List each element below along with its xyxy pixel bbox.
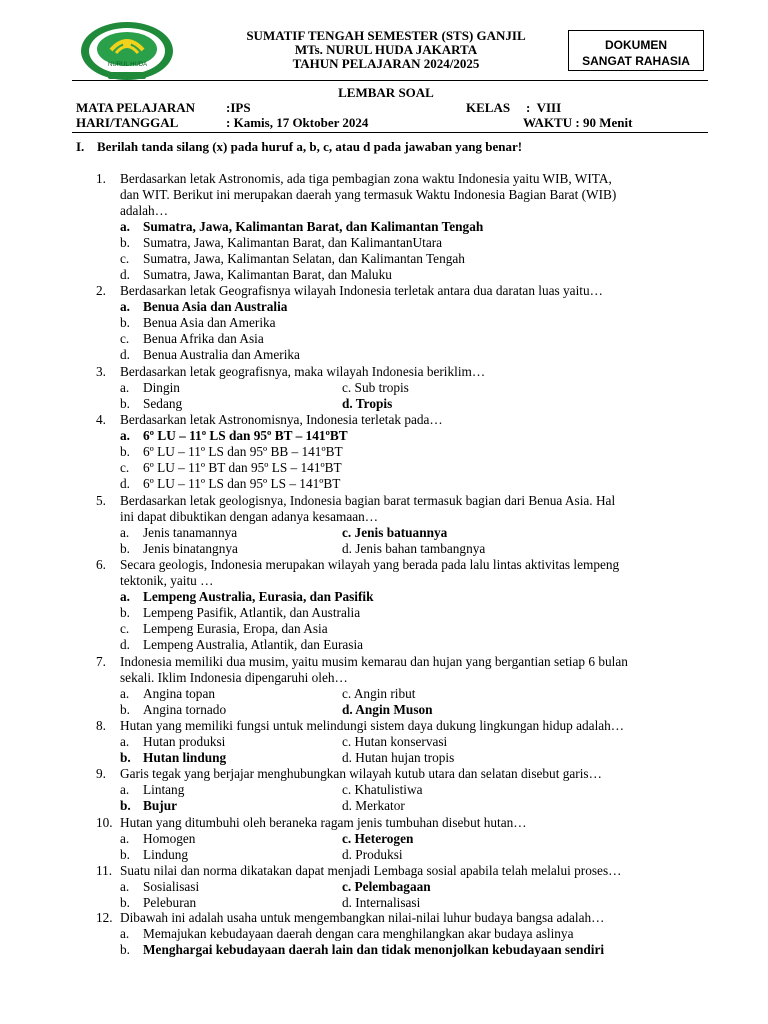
- option-label: b.: [120, 895, 130, 910]
- question-12: [0, 910, 768, 960]
- option-a: Sumatra, Jawa, Kalimantan Barat, dan Kalimantan Tengah: [143, 219, 484, 234]
- option-a: Sosialisasi: [143, 879, 200, 894]
- option-c: Sumatra, Jawa, Kalimantan Selatan, dan Kalimantan Tengah: [143, 251, 465, 266]
- subject-value: :IPS: [226, 100, 251, 115]
- question-text: Berdasarkan letak geologisnya, Indonesia bagian barat termasuk bagian dari Benua Asia. Hal: [120, 493, 616, 508]
- badge-line2: SANGAT RAHASIA: [582, 54, 690, 68]
- question-number: 5.: [96, 493, 106, 508]
- option-c: c. Sub tropis: [342, 380, 409, 395]
- question-number: 7.: [96, 654, 106, 669]
- option-label: a.: [120, 428, 130, 443]
- question-5: [0, 493, 768, 559]
- option-b: Benua Asia dan Amerika: [143, 315, 276, 330]
- question-number: 6.: [96, 557, 106, 572]
- question-text: Berdasarkan letak Astronomisnya, Indonesia terletak pada…: [120, 412, 443, 427]
- option-b: Angina tornado: [143, 702, 227, 717]
- question-text: adalah…: [120, 203, 168, 218]
- info-divider: [72, 132, 708, 133]
- class-value: : VIII: [526, 100, 562, 115]
- sheet-title: LEMBAR SOAL: [338, 85, 434, 100]
- option-label: b.: [120, 942, 130, 957]
- option-label: d.: [120, 476, 130, 491]
- question-number: 1.: [96, 171, 106, 186]
- question-text: Berdasarkan letak Geografisnya wilayah Indonesia terletak antara dua daratan luas yaitu…: [120, 283, 603, 298]
- option-d: Lempeng Australia, Atlantik, dan Eurasia: [143, 637, 364, 652]
- class-label: KELAS: [466, 100, 511, 115]
- date-label: HARI/TANGGAL: [76, 115, 179, 130]
- question-9: [0, 766, 768, 816]
- option-label: c.: [120, 460, 130, 475]
- logo-text: NURUL HUDA: [108, 62, 148, 68]
- option-label: c.: [120, 331, 130, 346]
- option-label: d.: [120, 267, 130, 282]
- option-a: Lintang: [143, 782, 185, 797]
- option-a: Angina topan: [143, 686, 216, 701]
- exam-title-line1: SUMATIF TENGAH SEMESTER (STS) GANJIL: [246, 28, 526, 43]
- time-value: WAKTU : 90 Menit: [523, 115, 633, 130]
- option-b: Hutan lindung: [143, 750, 227, 765]
- question-number: 4.: [96, 412, 106, 427]
- header-divider: [72, 80, 708, 81]
- question-text: Berdasarkan letak Astronomis, ada tiga pembagian zona waktu Indonesia yaitu WIB, WITA,: [120, 171, 612, 186]
- option-label: a.: [120, 380, 130, 395]
- option-label: b.: [120, 605, 130, 620]
- question-4: [0, 412, 768, 496]
- option-c: c. Angin ribut: [342, 686, 416, 701]
- option-c: c. Jenis batuannya: [342, 525, 448, 540]
- question-text: Suatu nilai dan norma dikatakan dapat menjadi Lembaga sosial apabila telah melalui proses…: [120, 863, 622, 878]
- option-label: c.: [120, 621, 130, 636]
- exam-title-line3: TAHUN PELAJARAN 2024/2025: [292, 56, 480, 71]
- question-number: 10.: [96, 815, 113, 830]
- option-label: a.: [120, 299, 130, 314]
- option-c: Benua Afrika dan Asia: [143, 331, 264, 346]
- question-text: ini dapat dibuktikan dengan adanya kesamaan…: [120, 509, 379, 524]
- option-d: d. Tropis: [342, 396, 393, 411]
- option-b: Menghargai kebudayaan daerah lain dan tidak menonjolkan kebudayaan sendiri: [143, 942, 605, 957]
- question-10: [0, 815, 768, 865]
- option-label: d.: [120, 637, 130, 652]
- option-label: b.: [120, 396, 130, 411]
- option-d: d. Hutan hujan tropis: [342, 750, 455, 765]
- option-label: b.: [120, 235, 130, 250]
- question-number: 2.: [96, 283, 106, 298]
- question-number: 9.: [96, 766, 106, 781]
- school-logo: [78, 20, 176, 82]
- question-1: [0, 171, 768, 291]
- option-c: c. Hutan konservasi: [342, 734, 448, 749]
- option-label: b.: [120, 541, 130, 556]
- option-a: Homogen: [143, 831, 196, 846]
- question-text: Hutan yang ditumbuhi oleh beraneka ragam jenis tumbuhan disebut hutan…: [120, 815, 527, 830]
- option-b: Bujur: [143, 798, 177, 813]
- option-b: Jenis binatangnya: [143, 541, 238, 556]
- question-text: Garis tegak yang berjajar menghubungkan wilayah kutub utara dan selatan disebut garis…: [120, 766, 602, 781]
- option-d: d. Merkator: [342, 798, 405, 813]
- option-label: a.: [120, 926, 130, 941]
- question-number: 8.: [96, 718, 106, 733]
- question-text: Berdasarkan letak geografisnya, maka wilayah Indonesia beriklim…: [120, 364, 486, 379]
- section-number: I.: [76, 139, 85, 154]
- option-label: a.: [120, 219, 130, 234]
- confidential-badge: [568, 30, 704, 71]
- question-7: [0, 654, 768, 720]
- option-a: Dingin: [143, 380, 180, 395]
- question-text: Indonesia memiliki dua musim, yaitu musim kemarau dan hujan yang bergantian setiap 6 bulan: [120, 654, 628, 669]
- option-d: 6º LU – 11º LS dan 95º LS – 141ºBT: [143, 476, 341, 491]
- subject-label: MATA PELAJARAN: [76, 100, 196, 115]
- question-6: [0, 557, 768, 657]
- option-label: a.: [120, 686, 130, 701]
- question-3: [0, 364, 768, 414]
- option-label: a.: [120, 589, 130, 604]
- option-label: b.: [120, 750, 131, 765]
- option-d: d. Internalisasi: [342, 895, 421, 910]
- question-text: Hutan yang memiliki fungsi untuk melindungi sistem daya dukung lingkungan hidup adalah…: [120, 718, 625, 733]
- question-text: sekali. Iklim Indonesia dipengaruhi oleh…: [120, 670, 348, 685]
- option-b: 6º LU – 11º LS dan 95º BB – 141ºBT: [143, 444, 343, 459]
- section-instruction: Berilah tanda silang (x) pada huruf a, b, c, atau d pada jawaban yang benar!: [97, 139, 523, 154]
- option-b: Lindung: [143, 847, 189, 862]
- question-number: 12.: [96, 910, 113, 925]
- question-number: 11.: [96, 863, 113, 878]
- question-11: [0, 863, 768, 913]
- option-a: Benua Asia dan Australia: [143, 299, 288, 314]
- question-number: 3.: [96, 364, 106, 379]
- option-label: a.: [120, 831, 130, 846]
- question-8: [0, 718, 768, 768]
- option-b: Peleburan: [143, 895, 197, 910]
- question-text: dan WIT. Berikut ini merupakan daerah yang termasuk Waktu Indonesia Bagian Barat (WIB): [120, 187, 617, 202]
- option-label: b.: [120, 702, 130, 717]
- option-a: Memajukan kebudayaan daerah dengan cara menghilangkan akar budaya aslinya: [143, 926, 574, 941]
- option-label: b.: [120, 444, 130, 459]
- option-label: c.: [120, 251, 130, 266]
- option-label: b.: [120, 847, 130, 862]
- option-c: c. Khatulistiwa: [342, 782, 423, 797]
- option-label: a.: [120, 782, 130, 797]
- option-label: b.: [120, 798, 131, 813]
- option-a: Lempeng Australia, Eurasia, dan Pasifik: [143, 589, 374, 604]
- option-a: Jenis tanamannya: [143, 525, 238, 540]
- option-label: b.: [120, 315, 130, 330]
- option-d: Sumatra, Jawa, Kalimantan Barat, dan Maluku: [143, 267, 392, 282]
- option-a: 6º LU – 11º LS dan 95º BT – 141ºBT: [143, 428, 348, 443]
- option-c: c. Pelembagaan: [342, 879, 431, 894]
- option-d: d. Jenis bahan tambangnya: [342, 541, 486, 556]
- option-label: a.: [120, 734, 130, 749]
- option-b: Lempeng Pasifik, Atlantik, dan Australia: [143, 605, 361, 620]
- option-d: d. Angin Muson: [342, 702, 433, 717]
- option-b: Sedang: [143, 396, 183, 411]
- option-c: 6º LU – 11º BT dan 95º LS – 141ºBT: [143, 460, 342, 475]
- option-c: c. Heterogen: [342, 831, 414, 846]
- option-label: d.: [120, 347, 130, 362]
- option-d: d. Produksi: [342, 847, 403, 862]
- question-text: Dibawah ini adalah usaha untuk mengembangkan nilai-nilai luhur budaya bangsa adalah…: [120, 910, 605, 925]
- option-a: Hutan produksi: [143, 734, 226, 749]
- question-2: [0, 283, 768, 367]
- exam-title-line2: MTs. NURUL HUDA JAKARTA: [294, 42, 478, 57]
- question-text: Secara geologis, Indonesia merupakan wilayah yang berada pada lalu lintas aktivitas lempeng: [120, 557, 620, 572]
- date-value: : Kamis, 17 Oktober 2024: [226, 115, 369, 130]
- option-label: a.: [120, 525, 130, 540]
- badge-line1: DOKUMEN: [605, 38, 667, 52]
- option-label: a.: [120, 879, 130, 894]
- option-c: Lempeng Eurasia, Eropa, dan Asia: [143, 621, 328, 636]
- option-b: Sumatra, Jawa, Kalimantan Barat, dan KalimantanUtara: [143, 235, 443, 250]
- option-d: Benua Australia dan Amerika: [143, 347, 300, 362]
- question-text: tektonik, yaitu …: [120, 573, 214, 588]
